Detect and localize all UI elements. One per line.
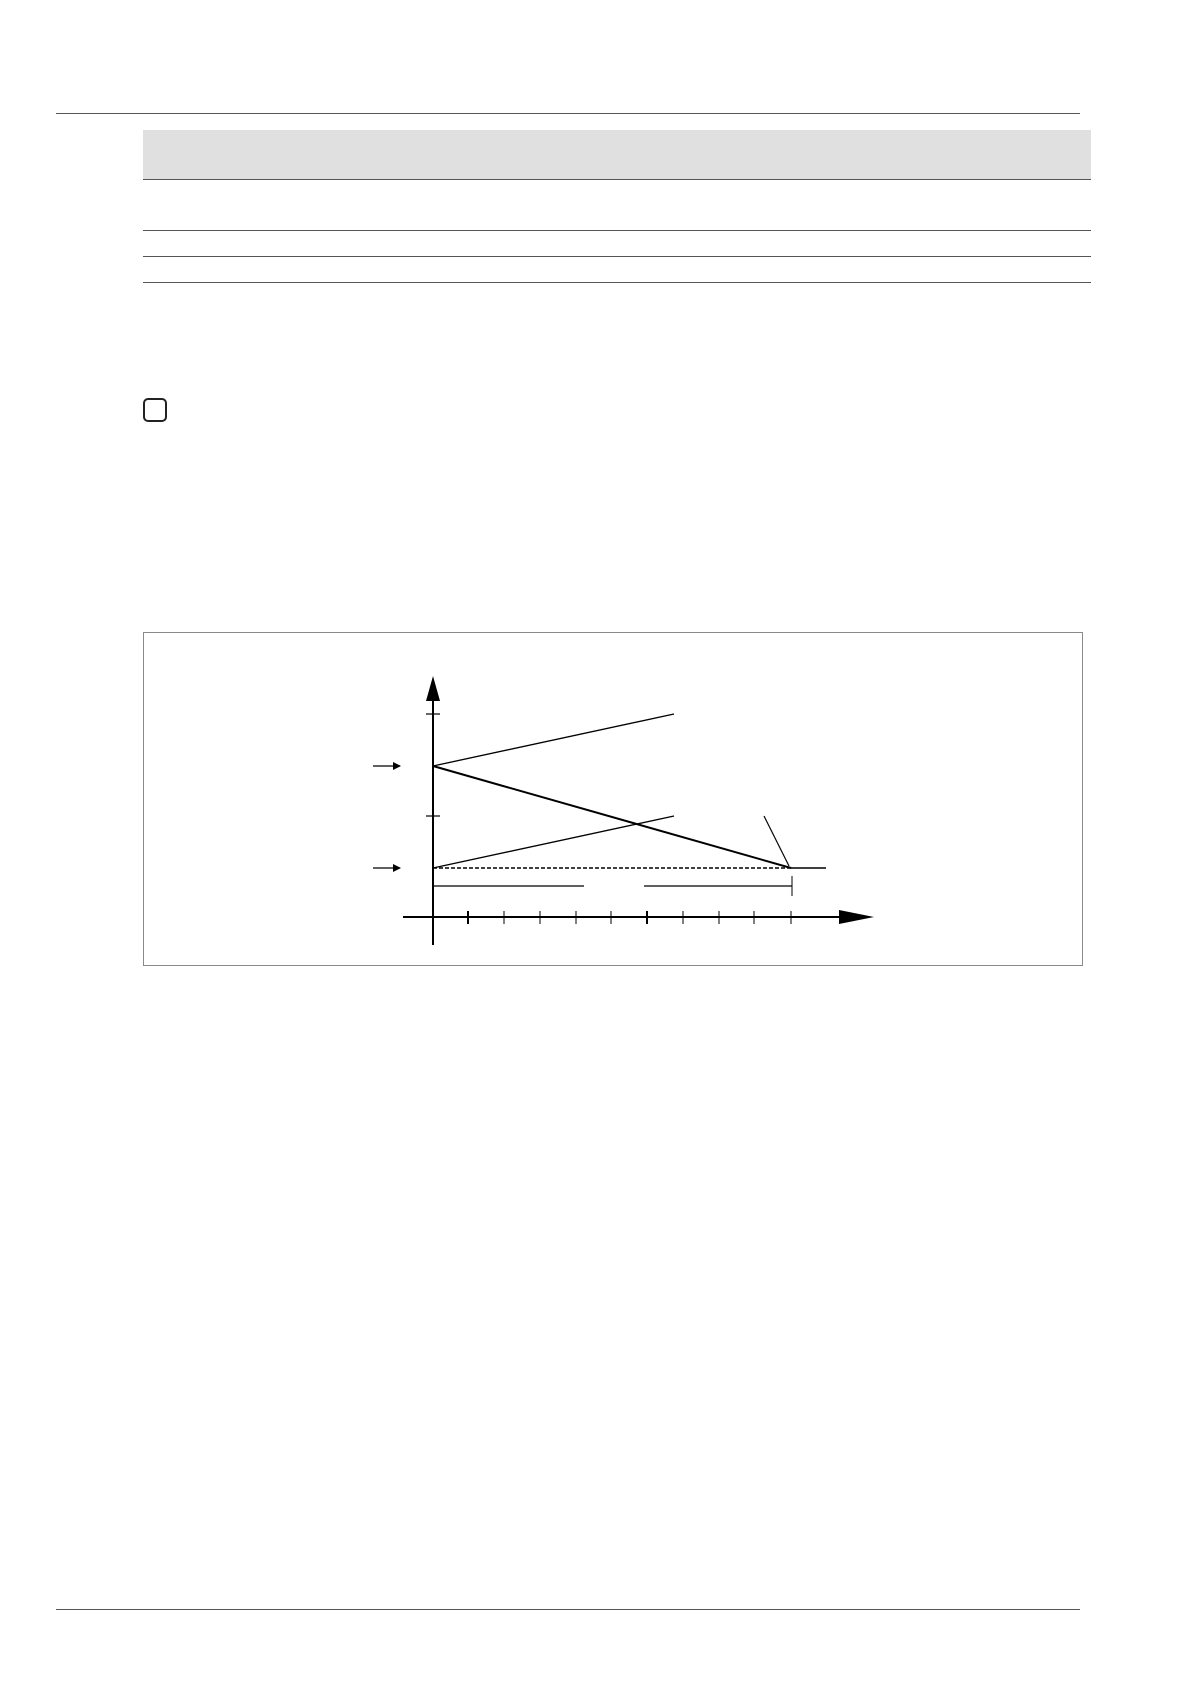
timing-diagram xyxy=(144,633,1084,967)
footer-rule xyxy=(56,1609,1080,1610)
table-header xyxy=(143,130,1091,180)
y-axis-arrow-icon xyxy=(426,676,440,701)
table-row xyxy=(143,257,1091,283)
header-rule xyxy=(56,113,1080,114)
x-axis-arrow-icon xyxy=(839,910,874,924)
falling-line xyxy=(433,766,791,868)
callout-leader xyxy=(764,816,789,866)
table-row xyxy=(143,231,1091,257)
parameter-table xyxy=(143,130,1091,283)
timing-diagram-figure xyxy=(143,632,1083,966)
duration-bracket xyxy=(433,876,792,896)
lower-rising-line xyxy=(433,816,674,868)
upper-rising-line xyxy=(433,714,674,766)
table-row xyxy=(143,180,1091,231)
note-icon xyxy=(143,398,167,422)
